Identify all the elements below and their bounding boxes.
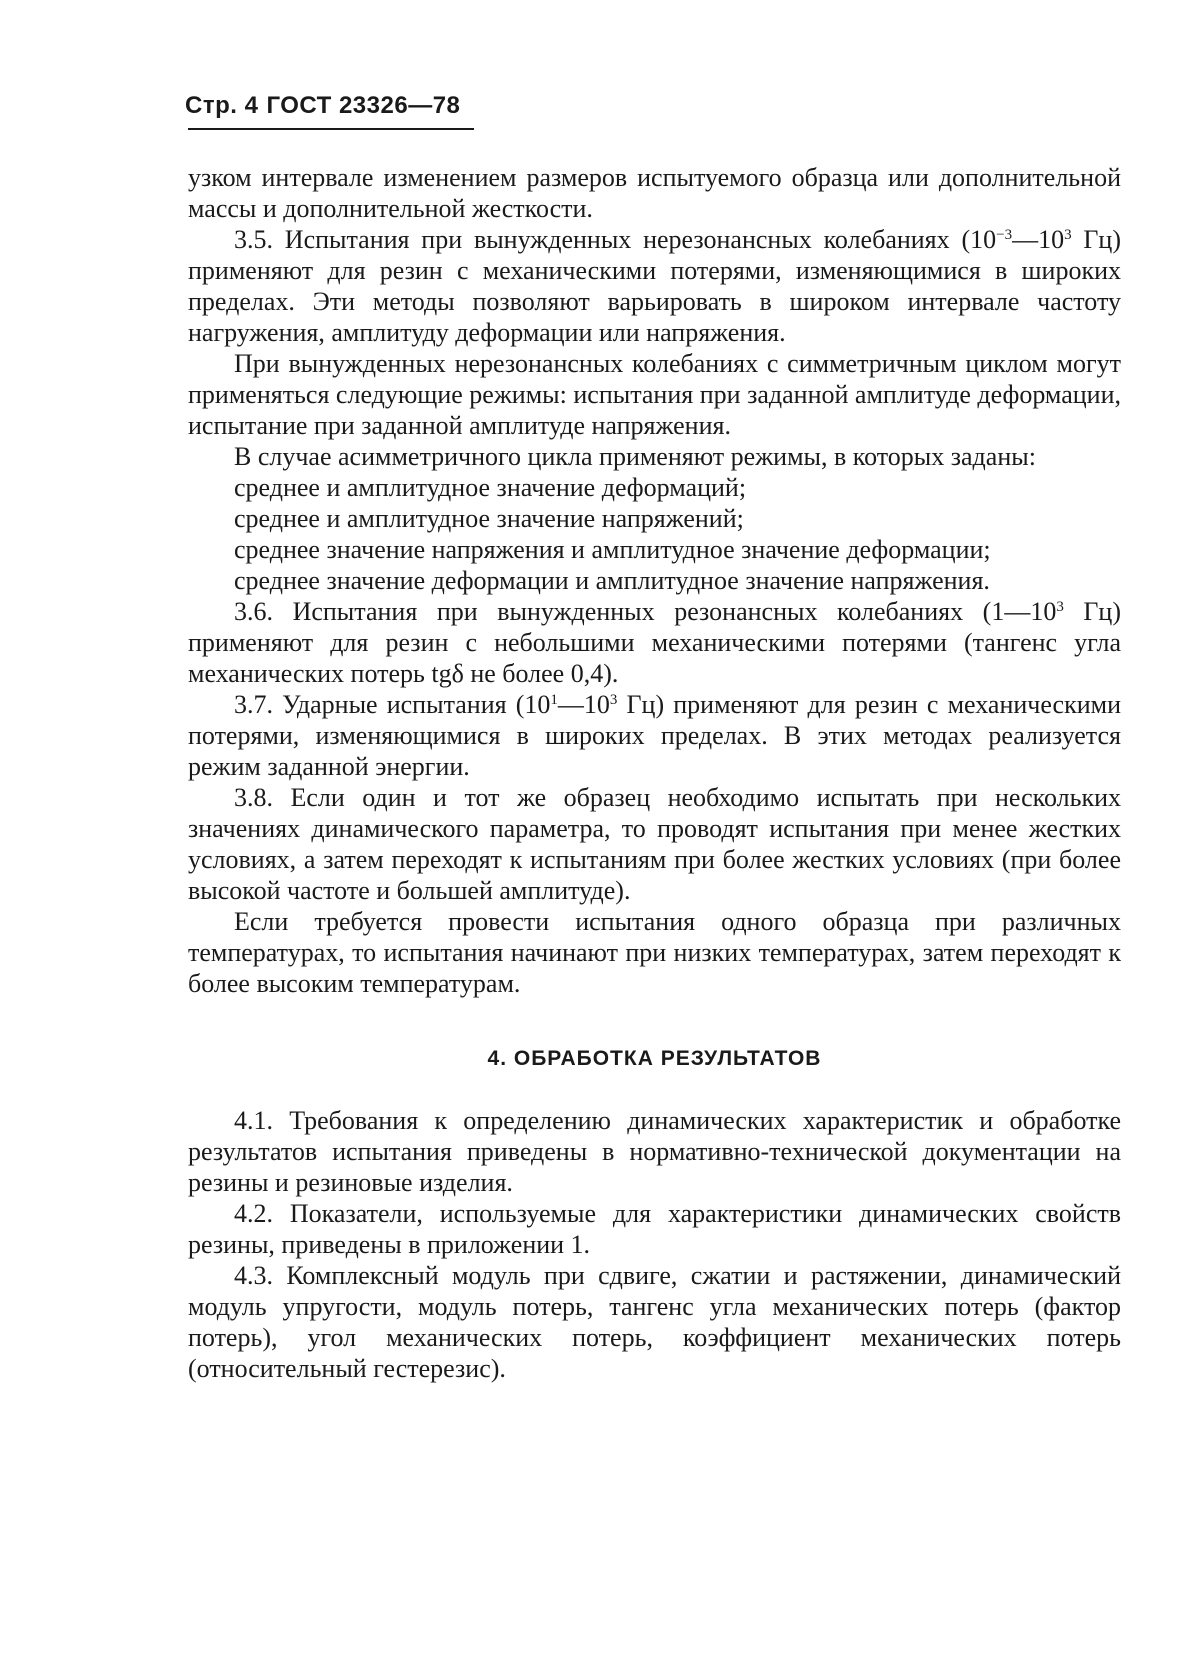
paragraph-4-2: 4.2. Показатели, используемые для характеристики динамических свойств резины, приведены в приложении 1. xyxy=(188,1199,1121,1259)
p37-sup2: 3 xyxy=(609,692,618,708)
section-title: 4. ОБРАБОТКА РЕЗУЛЬТАТОВ xyxy=(487,1047,822,1070)
paragraph-4-1: 4.1. Требования к определению динамических характеристик и обработке результатов испытания приведены в нормативно-технической документации на резины и резиновые изделия. xyxy=(188,1106,1121,1197)
regime-item: среднее значение напряжения и амплитудное значение деформации; xyxy=(234,535,991,564)
header-rule xyxy=(188,128,474,130)
document-body xyxy=(188,162,1121,1384)
regime-item: среднее и амплитудное значение деформаций; xyxy=(234,473,747,502)
paragraph-3-8: 3.8. Если один и тот же образец необходимо испытать при нескольких значениях динамического параметра, то проводят испытания при менее жестких условиях, а затем переходят к испытаниям при более жестких условиях (при более высокой частоте и большей амплитуде). xyxy=(188,783,1121,905)
p35-mid: —10 xyxy=(1012,225,1065,254)
p37-sup1: 1 xyxy=(550,692,558,708)
standard-number: ГОСТ 23326—78 xyxy=(266,92,461,119)
paragraph-3-7 xyxy=(188,689,1121,782)
p37-mid: —10 xyxy=(557,690,610,719)
paragraph-asymmetric: В случае асимметричного цикла применяют режимы, в которых заданы: xyxy=(234,442,1036,471)
p35-sup1: −3 xyxy=(996,227,1013,243)
p36-tail: Гц) применяют для резин с небольшими механическими потерями (тангенс угла механических потерь tgδ не более 0,4). xyxy=(188,597,1121,688)
paragraph-temperatures: Если требуется провести испытания одного образца при различных температурах, то испытания начинают при низких температурах, затем переходят к более высоким температурам. xyxy=(188,907,1121,998)
paragraph-continued: узком интервале изменением размеров испытуемого образца или дополнительной массы и дополнительной жесткости. xyxy=(188,163,1121,223)
p37-lead: 3.7. Ударные испытания (10 xyxy=(234,690,551,719)
p37-tail: Гц) применяют для резин с механическими потерями, изменяющимися в широких пределах. В этих методах реализуется режим заданной энергии. xyxy=(188,690,1121,781)
p36-lead: 3.6. Испытания при вынужденных резонансных колебаниях (1—10 xyxy=(234,597,1057,626)
p35-sup2: 3 xyxy=(1064,227,1072,243)
paragraph-4-3: 4.3. Комплексный модуль при сдвиге, сжатии и растяжении, динамический модуль упругости, модуль потерь, тангенс угла механических потерь (фактор потерь), угол механических потерь, коэффициент механических потерь (относительный гестерезис). xyxy=(188,1261,1121,1383)
paragraph-symmetric: При вынужденных нерезонансных колебаниях с симметричным циклом могут применяться следующие режимы: испытания при заданной амплитуде деформации, испытание при заданной амплитуде напряжения. xyxy=(188,349,1121,440)
p36-sup: 3 xyxy=(1056,599,1064,615)
page-header xyxy=(185,92,460,120)
regime-item: среднее значение деформации и амплитудное значение напряжения. xyxy=(234,566,990,595)
page-number: Стр. 4 xyxy=(185,92,259,119)
p35-tail: Гц) применяют для резин с механическими потерями, изменяющимися в широких пределах. Эти методы позволяют варьировать в широком интервале частоту нагружения, амплитуду деформации или напряжения. xyxy=(188,225,1121,347)
paragraph-3-6 xyxy=(188,596,1121,689)
paragraph-3-5 xyxy=(188,224,1121,348)
p35-lead: 3.5. Испытания при вынужденных нерезонансных колебаниях (10 xyxy=(234,225,997,254)
regime-item: среднее и амплитудное значение напряжений; xyxy=(234,504,744,533)
